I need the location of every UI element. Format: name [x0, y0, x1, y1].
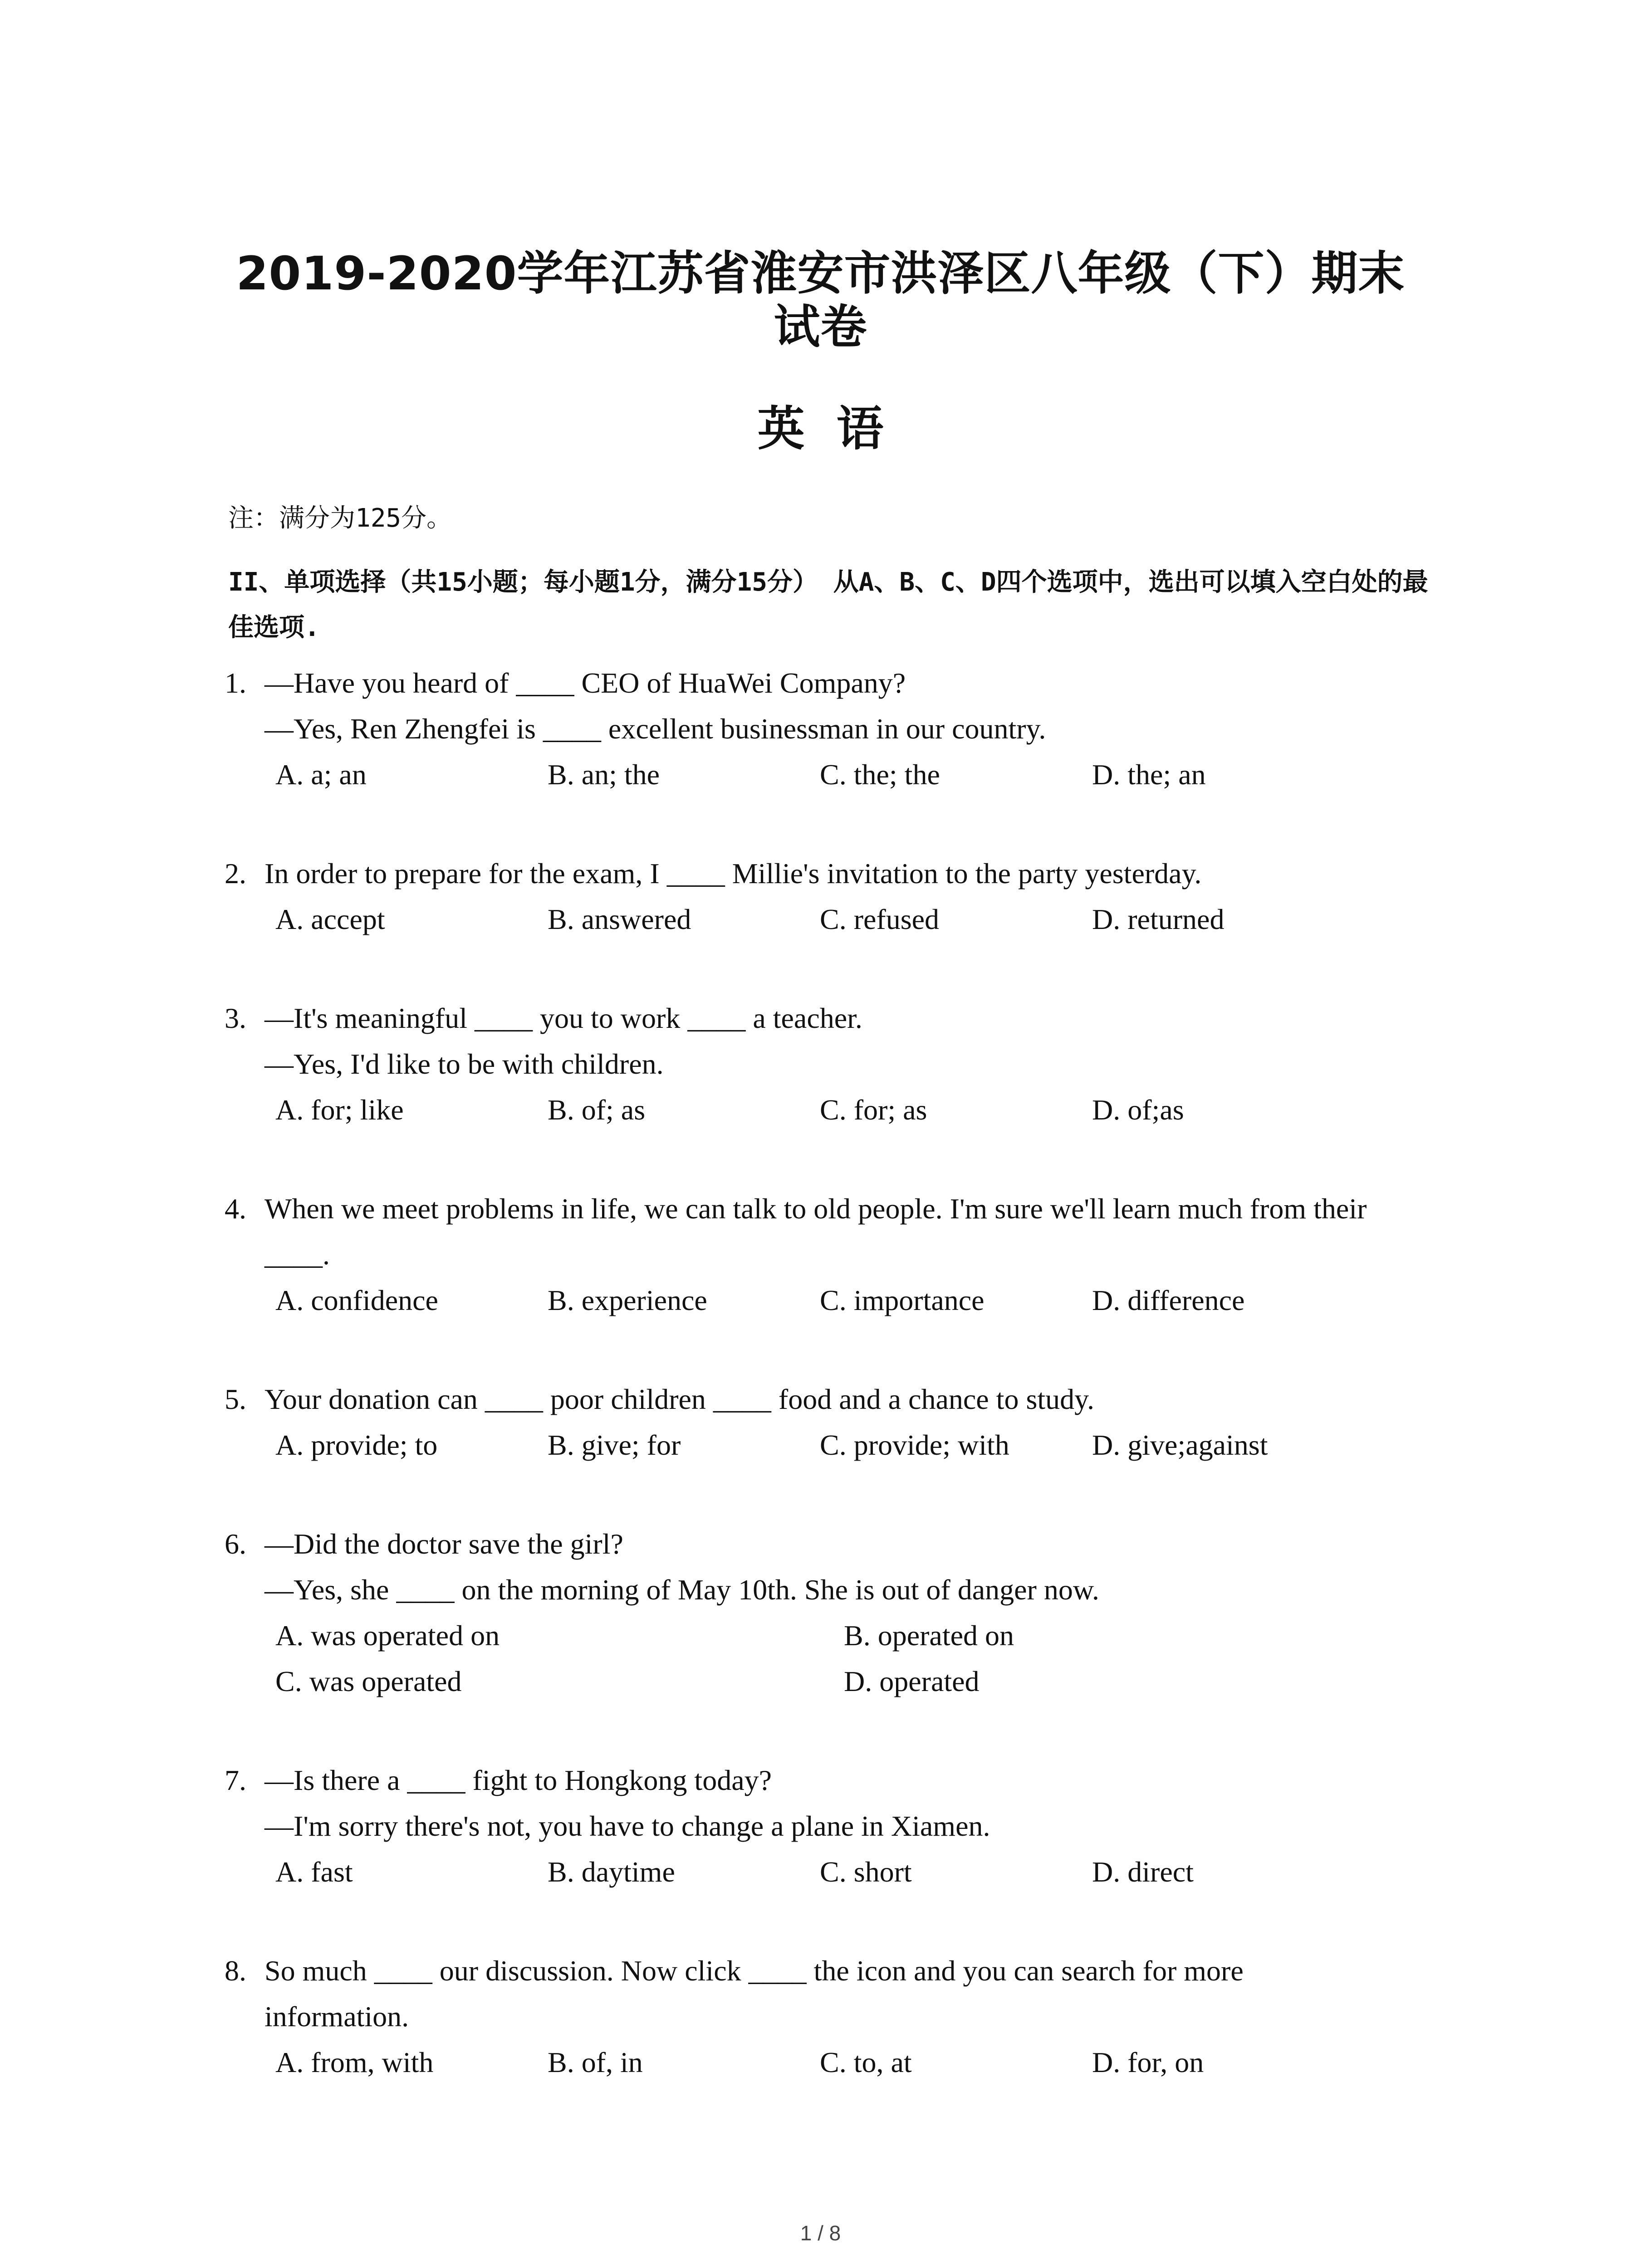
- answer-options: [225, 1849, 1459, 1895]
- option-d: D. returned: [1092, 903, 1225, 935]
- option-c: C. importance: [820, 1284, 985, 1316]
- question-number: 7.: [225, 1764, 246, 1796]
- question-7: [225, 1757, 1459, 1895]
- answer-options: [225, 1422, 1459, 1468]
- option-a: A. from, with: [275, 2046, 434, 2078]
- question-stem-continued: ____.: [265, 1238, 330, 1271]
- answer-options-row-1: [225, 1613, 1459, 1658]
- question-stem-continued: —Yes, Ren Zhengfei is ____ excellent businessman in our country.: [265, 713, 1046, 745]
- question-number: 3.: [225, 1002, 246, 1034]
- question-stem: In order to prepare for the exam, I ____ Millie's invitation to the party yesterday.: [265, 857, 1202, 890]
- option-a: A. fast: [275, 1856, 353, 1888]
- question-3: [225, 995, 1459, 1133]
- question-stem-continued: —Yes, she ____ on the morning of May 10th. She is out of danger now.: [265, 1574, 1099, 1606]
- question-list: [225, 660, 1459, 2138]
- option-b: B. answered: [548, 903, 691, 935]
- option-a: A. a; an: [275, 758, 367, 791]
- question-number: 8.: [225, 1955, 246, 1987]
- answer-options: [225, 896, 1459, 942]
- question-5: [225, 1376, 1459, 1468]
- option-c: C. short: [820, 1856, 912, 1888]
- question-stem-continued: information.: [265, 2000, 409, 2033]
- option-d: D. the; an: [1092, 758, 1206, 791]
- option-c: C. refused: [820, 903, 940, 935]
- option-a: A. confidence: [275, 1284, 438, 1316]
- answer-options: [225, 2039, 1459, 2085]
- question-number: 2.: [225, 857, 246, 890]
- question-number: 1.: [225, 667, 246, 699]
- option-c: C. for; as: [820, 1094, 927, 1126]
- question-stem: —Is there a ____ fight to Hongkong today?: [265, 1764, 772, 1796]
- option-b: B. of, in: [548, 2046, 643, 2078]
- option-b: B. give; for: [548, 1429, 681, 1461]
- question-number: 6.: [225, 1528, 246, 1560]
- subject-heading: 英语: [757, 401, 916, 456]
- question-stem: When we meet problems in life, we can talk to old people. I'm sure we'll learn much from their: [265, 1193, 1367, 1225]
- option-d: D. for, on: [1092, 2046, 1204, 2078]
- question-stem: —It's meaningful ____ you to work ____ a teacher.: [265, 1002, 862, 1034]
- exam-title: [181, 247, 1460, 354]
- option-d: D. operated: [844, 1665, 980, 1697]
- question-6: [225, 1521, 1459, 1704]
- question-number: 4.: [225, 1193, 246, 1225]
- option-b: B. operated on: [844, 1619, 1014, 1652]
- exam-title-line-1: 2019-2020学年江苏省淮安市洪泽区八年级（下）期末: [236, 247, 1405, 301]
- option-d: D. direct: [1092, 1856, 1194, 1888]
- option-a: A. accept: [275, 903, 385, 935]
- question-stem: —Did the doctor save the girl?: [265, 1528, 623, 1560]
- question-2: [225, 850, 1459, 942]
- score-note: 注：满分为125分。: [228, 503, 452, 533]
- option-c: C. to, at: [820, 2046, 912, 2078]
- option-b: B. experience: [548, 1284, 707, 1316]
- option-a: A. was operated on: [275, 1619, 500, 1652]
- answer-options: [225, 1277, 1459, 1323]
- option-c: C. the; the: [820, 758, 940, 791]
- option-d: D. of;as: [1092, 1094, 1184, 1126]
- question-stem: —Have you heard of ____ CEO of HuaWei Company?: [265, 667, 906, 699]
- option-d: D. difference: [1092, 1284, 1245, 1316]
- question-stem: So much ____ our discussion. Now click ____ the icon and you can search for more: [265, 1955, 1244, 1987]
- option-d: D. give;against: [1092, 1429, 1268, 1461]
- option-b: B. daytime: [548, 1856, 675, 1888]
- option-b: B. of; as: [548, 1094, 646, 1126]
- option-b: B. an; the: [548, 758, 660, 791]
- question-4: [225, 1186, 1459, 1323]
- option-a: A. provide; to: [275, 1429, 438, 1461]
- answer-options-row-2: [225, 1658, 1459, 1704]
- answer-options: [225, 1087, 1459, 1133]
- question-number: 5.: [225, 1383, 246, 1415]
- option-c: C. was operated: [275, 1665, 462, 1697]
- answer-options: [225, 752, 1459, 797]
- question-8: [225, 1948, 1459, 2085]
- question-stem-continued: —I'm sorry there's not, you have to change a plane in Xiamen.: [265, 1810, 990, 1842]
- section-heading: II、单项选择（共15小题；每小题1分，满分15分） 从A、B、C、D四个选项中，选出可以填入空白处的最佳选项.: [228, 567, 1428, 642]
- question-stem: Your donation can ____ poor children ____ food and a chance to study.: [265, 1383, 1094, 1415]
- option-a: A. for; like: [275, 1094, 404, 1126]
- question-stem-continued: —Yes, I'd like to be with children.: [265, 1048, 664, 1080]
- question-1: [225, 660, 1459, 797]
- page-indicator: 1 / 8: [800, 2221, 841, 2245]
- exam-title-line-2: 试卷: [774, 300, 867, 354]
- option-c: C. provide; with: [820, 1429, 1009, 1461]
